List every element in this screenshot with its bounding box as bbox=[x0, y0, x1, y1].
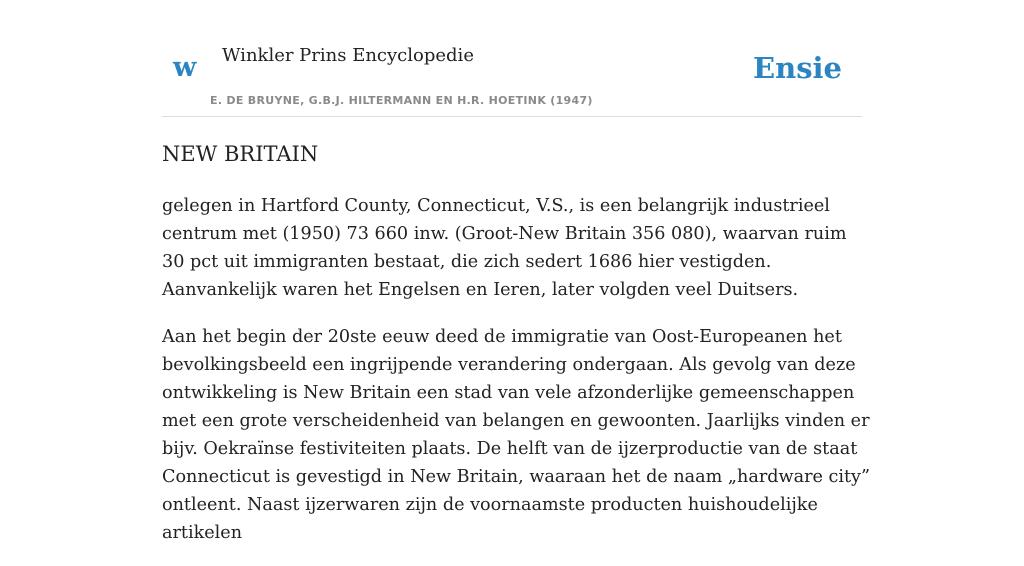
article-paragraph: Aan het begin der 20ste eeuw deed de immigratie van Oost-Europeanen het bevolkingsbeeld een ingrijpende verandering ondergaan. Als gevolg van deze ontwikkeling is New Britain een stad van vele afzonderlijke gemeenschappen met een grote verscheidenheid van belangen en gewoonten. Jaarlijks vinden er bijv. Oekraïnse festiviteiten plaats. De helft van de ijzerproductie van de staat Connecticut is gevestigd in New Britain, waaraan het de naam „hardware city” ontleent. Naast ijzerwaren zijn de voornaamste producten huishoudelijke artikelen bbox=[162, 327, 870, 543]
article-body bbox=[162, 192, 874, 566]
source-authors: E. DE BRUYNE, G.B.J. HILTERMANN EN H.R. HOETINK (1947) bbox=[210, 94, 593, 107]
site-header bbox=[162, 0, 862, 117]
source-title[interactable]: Winkler Prins Encyclopedie bbox=[222, 45, 474, 66]
article-title: NEW BRITAIN bbox=[162, 142, 319, 166]
encyclopedia-logo[interactable]: w bbox=[173, 52, 197, 83]
article-paragraph: gelegen in Hartford County, Connecticut, V.S., is een belangrijk industrieel centrum met (1950) 73 660 inw. (Groot-New Britain 356 080), waarvan ruim 30 pct uit immigranten bestaat, die zich sedert 1686 hier vestigden. Aanvankelijk waren het Engelsen en Ieren, later volgden veel Duitsers. bbox=[162, 196, 847, 300]
brand-logo[interactable]: Ensie bbox=[753, 51, 842, 85]
